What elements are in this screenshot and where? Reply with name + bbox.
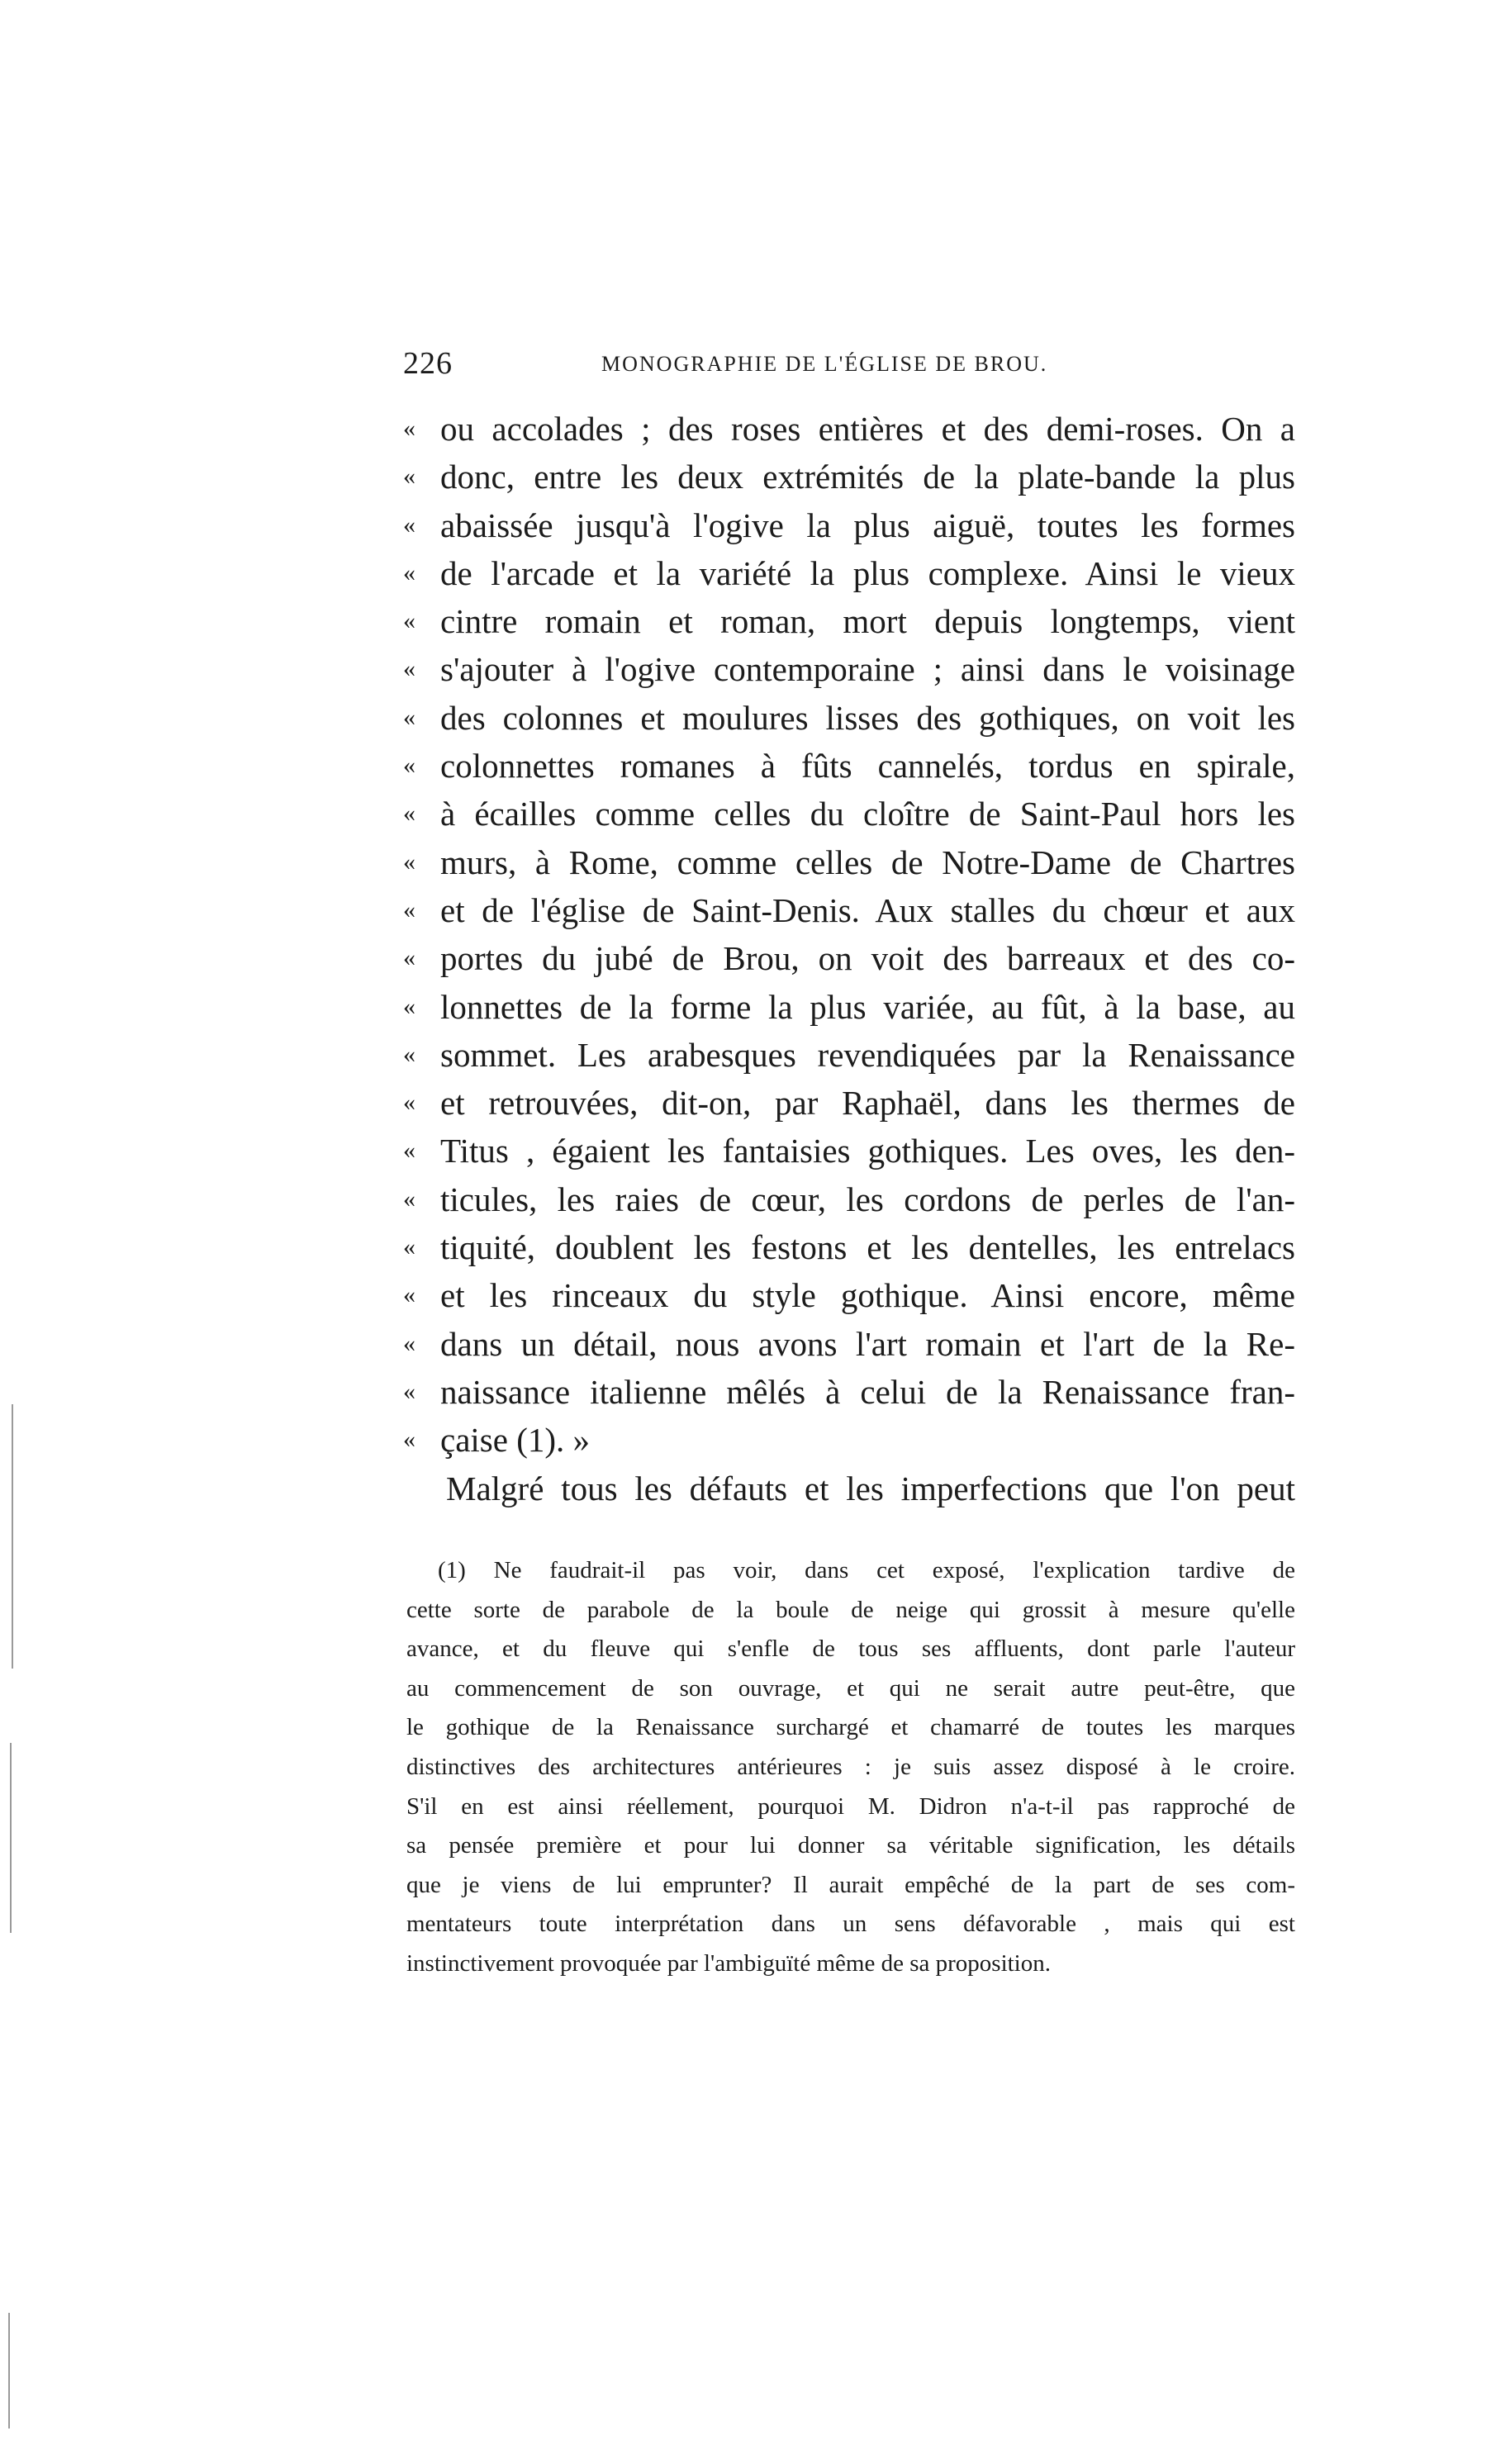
quote-marker: « [403,800,415,828]
quote-marker: « [403,1185,415,1213]
paragraph-start-line [403,1465,1295,1512]
text-line [403,1320,1295,1368]
quote-marker: « [403,1040,415,1068]
text-line [403,838,1295,886]
line-text: portes du jubé de Brou, on voit des barreaux et des co- [440,939,1295,978]
quote-marker: « [403,1137,415,1165]
footnote-line: mentateurs toute interprétation dans un sens défavorable , mais qui est [406,1911,1295,1938]
text-line [403,790,1295,838]
quote-marker: « [403,1426,415,1454]
line-text: des colonnes et moulures lisses des gothiques, on voit les [440,698,1295,737]
running-title: MONOGRAPHIE DE L'ÉGLISE DE BROU. [601,352,1048,376]
line-text: et les rinceaux du style gothique. Ainsi encore, même [440,1276,1295,1315]
line-text: et retrouvées, dit-on, par Raphaël, dans les thermes de [440,1084,1295,1123]
left-margin-rule [12,1404,13,1669]
footnote [406,1551,1295,1984]
line-text: dans un détail, nous avons l'art romain et l'art de la Re- [440,1324,1295,1363]
quote-marker: « [403,895,415,923]
footnote-line: distinctives des architectures antérieures : je suis assez disposé à le croire. [406,1753,1295,1780]
body-text [403,405,1295,1512]
text-line [403,1271,1295,1319]
footnote-line: cette sorte de parabole de la boule de neige qui grossit à mesure qu'elle [406,1596,1295,1623]
text-line [403,1079,1295,1127]
line-text: sommet. Les arabesques revendiquées par la Renaissance [440,1035,1295,1074]
footnote-line: S'il en est ainsi réellement, pourquoi M. Didron n'a-t-il pas rapproché de [406,1792,1295,1820]
line-text: donc, entre les deux extrémités de la plate-bande la plus [440,458,1295,496]
quote-marker: « [403,992,415,1020]
quote-marker: « [403,1281,415,1309]
quote-marker: « [403,944,415,972]
line-text: çaise (1). » [440,1421,590,1460]
line-text: murs, à Rome, comme celles de Notre-Dame de Chartres [440,843,1295,881]
footnote-line: au commencement de son ouvrage, et qui ne serait autre peut-être, que [406,1674,1295,1702]
text-line [403,1127,1295,1175]
quote-marker: « [403,752,415,780]
line-text: naissance italienne mêlés à celui de la Renaissance fran- [440,1372,1295,1411]
quote-marker: « [403,847,415,876]
text-line [403,1031,1295,1079]
text-line [403,1223,1295,1271]
left-margin-rule [8,2313,10,2428]
line-text: Malgré tous les défauts et les imperfections que l'on peut [446,1469,1295,1507]
text-line [403,934,1295,982]
line-text: cintre romain et roman, mort depuis longtemps, vient [440,602,1295,641]
quote-marker: « [403,703,415,731]
text-line [403,501,1295,549]
line-text: de l'arcade et la variété la plus complexe. Ainsi le vieux [440,553,1295,592]
text-line [403,1368,1295,1416]
text-line [403,405,1295,453]
footnote-line: sa pensée première et pour lui donner sa véritable signification, les détails [406,1832,1295,1859]
line-text: ou accolades ; des roses entières et des demi-roses. On a [440,410,1295,448]
quote-marker: « [403,655,415,683]
line-text: s'ajouter à l'ogive contemporaine ; ainsi dans le voisinage [440,650,1295,689]
line-text: lonnettes de la forme la plus variée, au fût, à la base, au [440,987,1295,1026]
text-line [403,453,1295,501]
footnote-line: que je viens de lui emprunter? Il aurait empêché de la part de ses com- [406,1871,1295,1898]
text-line [403,597,1295,645]
quote-marker: « [403,1377,415,1405]
line-text: abaissée jusqu'à l'ogive la plus aiguë, toutes les formes [440,506,1295,544]
quote-marker: « [403,1329,415,1357]
text-line [403,886,1295,934]
line-text: Titus , égaient les fantaisies gothiques. Les oves, les den- [440,1132,1295,1170]
quote-marker: « [403,415,415,442]
footnote-line: avance, et du fleuve qui s'enfle de tous ses affluents, dont parle l'auteur [406,1636,1295,1663]
text-line [403,1416,1295,1464]
text-line [403,1175,1295,1223]
quote-marker: « [403,510,415,539]
page-number: 226 [403,346,453,381]
text-line [403,742,1295,790]
text-line [403,645,1295,693]
quote-marker: « [403,1089,415,1117]
text-line [403,549,1295,597]
line-text: colonnettes romanes à fûts cannelés, tordus en spirale, [440,747,1295,786]
text-line [403,694,1295,742]
footnote-line: (1) Ne faudrait-il pas voir, dans cet exposé, l'explication tardive de [438,1557,1295,1583]
quote-marker: « [403,1233,415,1261]
text-line [403,983,1295,1031]
quote-marker: « [403,558,415,586]
line-text: et de l'église de Saint-Denis. Aux stalles du chœur et aux [440,890,1295,929]
left-margin-rule [10,1743,12,1933]
quote-marker: « [403,463,415,491]
line-text: à écailles comme celles du cloître de Saint-Paul hors les [440,795,1295,833]
line-text: ticules, les raies de cœur, les cordons de perles de l'an- [440,1180,1295,1218]
footnote-line: instinctivement provoquée par l'ambiguïté même de sa proposition. [406,1949,1051,1977]
quote-marker: « [403,607,415,635]
line-text: tiquité, doublent les festons et les dentelles, les entrelacs [440,1228,1295,1267]
footnote-line: le gothique de la Renaissance surchargé et chamarré de toutes les marques [406,1714,1295,1741]
page-header [403,345,1312,395]
